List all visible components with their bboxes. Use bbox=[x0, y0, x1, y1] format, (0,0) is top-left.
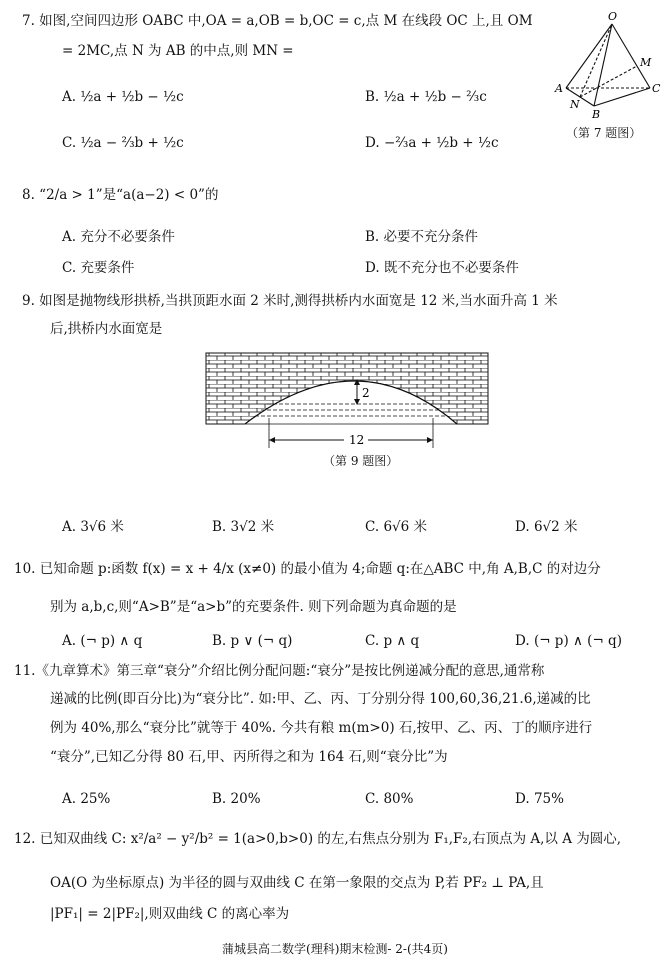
q7-option-c[interactable] bbox=[62, 134, 184, 152]
option-expr: ½a − ⅔b + ½c bbox=[80, 135, 184, 151]
option-label: A. bbox=[62, 519, 77, 535]
q11-stem-line1: 11.《九章算术》第三章“衰分”介绍比例分配问题:“衰分”是按比例递减分配的意思,通常称 bbox=[14, 663, 545, 679]
q7-option-b[interactable] bbox=[365, 88, 487, 106]
option-label: B. bbox=[365, 229, 380, 245]
option-text: 20% bbox=[230, 791, 261, 807]
q7-stem-line2: = 2MC,点 N 为 AB 的中点,则 MN = bbox=[62, 43, 294, 59]
q8-option-d[interactable] bbox=[365, 259, 519, 277]
q9-option-a[interactable] bbox=[62, 518, 124, 536]
option-label: D. bbox=[515, 791, 530, 807]
option-label: B. bbox=[212, 633, 227, 649]
q11-stem-line2: 递减的比例(即百分比)为“衰分比”. 如:甲、乙、丙、丁分别分得 100,60,36,21.6,递减的比 bbox=[50, 691, 591, 707]
q9-option-d[interactable] bbox=[515, 518, 578, 536]
q12-stem-line2: OA(O 为坐标原点) 为半径的圆与双曲线 C 在第一象限的交点为 P,若 PF₂ ⊥ PA,且 bbox=[50, 875, 544, 891]
option-label: D. bbox=[365, 135, 380, 151]
option-text: 80% bbox=[383, 791, 414, 807]
q9-width-label: 12 bbox=[349, 433, 365, 447]
option-text: 75% bbox=[533, 791, 564, 807]
q7-option-a[interactable] bbox=[62, 88, 184, 106]
q7-label-c: C bbox=[652, 82, 661, 95]
option-text: p ∨ (¬ q) bbox=[230, 633, 293, 649]
option-text: 3√6 米 bbox=[80, 519, 124, 535]
option-label: D. bbox=[365, 260, 380, 276]
q10-option-a[interactable] bbox=[62, 632, 142, 650]
q10-option-b[interactable] bbox=[212, 632, 292, 650]
q11-option-d[interactable] bbox=[515, 790, 564, 808]
option-label: D. bbox=[515, 519, 530, 535]
q8-option-c[interactable] bbox=[62, 259, 134, 277]
q10-stem-line1: 10. 已知命题 p:函数 f(x) = x + 4/x (x≠0) 的最小值为 4;命题 q:在△ABC 中,角 A,B,C 的对边分 bbox=[14, 561, 601, 577]
option-text: 6√6 米 bbox=[383, 519, 428, 535]
option-text: 充要条件 bbox=[80, 260, 135, 276]
q11-option-c[interactable] bbox=[365, 790, 413, 808]
q8-stem: 8. “2/a > 1”是“a(a−2) < 0”的 bbox=[22, 187, 219, 203]
option-text: 必要不充分条件 bbox=[383, 229, 479, 245]
option-text: (¬ p) ∧ q bbox=[80, 633, 143, 649]
page-footer: 蒲城县高二数学(理科)期末检测- 2-(共4页) bbox=[222, 942, 448, 956]
option-text: (¬ p) ∧ (¬ q) bbox=[533, 633, 622, 649]
q10-stem-line2: 别为 a,b,c,则“A>B”是“a>b”的充要条件. 则下列命题为真命题的是 bbox=[50, 599, 457, 615]
option-text: p ∧ q bbox=[383, 633, 420, 649]
q9-option-c[interactable] bbox=[365, 518, 427, 536]
option-text: 6√2 米 bbox=[533, 519, 578, 535]
q7-label-a: A bbox=[555, 82, 563, 95]
q7-stem-line1: 7. 如图,空间四边形 OABC 中,OA = a,OB = b,OC = c,点 M 在线段 OC 上,且 OM bbox=[22, 13, 533, 29]
q9-stem-line2: 后,拱桥内水面宽是 bbox=[50, 321, 163, 337]
option-label: A. bbox=[62, 791, 77, 807]
option-text: 充分不必要条件 bbox=[80, 229, 175, 245]
q8-option-a[interactable] bbox=[62, 228, 175, 246]
q7-option-d[interactable] bbox=[365, 134, 499, 152]
q10-option-d[interactable] bbox=[515, 632, 622, 650]
q7-label-b: B bbox=[592, 108, 601, 121]
q9-option-b[interactable] bbox=[212, 518, 274, 536]
option-text: 25% bbox=[80, 791, 111, 807]
option-label: D. bbox=[515, 633, 530, 649]
q11-stem-line4: “衰分”,已知乙分得 80 石,甲、丙所得之和为 164 石,则“衰分比”为 bbox=[50, 749, 448, 765]
q11-option-b[interactable] bbox=[212, 790, 261, 808]
q9-stem-line1: 9. 如图是抛物线形拱桥,当拱顶距水面 2 米时,测得拱桥内水面宽是 12 米,当水面升高 1 米 bbox=[22, 293, 558, 309]
q12-stem-line1: 12. 已知双曲线 C: x²/a² − y²/b² = 1(a>0,b>0) 的左,右焦点分别为 F₁,F₂,右顶点为 A,以 A 为圆心, bbox=[14, 831, 622, 847]
q7-label-n: N bbox=[570, 98, 580, 111]
q9-figure-caption: （第 9 题图） bbox=[323, 454, 399, 468]
option-label: B. bbox=[212, 519, 227, 535]
option-expr: ½a + ½b − ½c bbox=[80, 89, 184, 105]
option-label: C. bbox=[365, 633, 380, 649]
q8-option-b[interactable] bbox=[365, 228, 478, 246]
option-label: C. bbox=[62, 135, 77, 151]
q11-stem-line3: 例为 40%,那么“衰分比”就等于 40%. 今共有粮 m(m>0) 石,按甲、乙、丙、丁的顺序进行 bbox=[50, 720, 593, 736]
option-label: A. bbox=[62, 229, 77, 245]
q7-figure-caption: （第 7 题图） bbox=[566, 126, 642, 140]
option-label: B. bbox=[365, 89, 380, 105]
option-label: C. bbox=[365, 791, 380, 807]
option-text: 既不充分也不必要条件 bbox=[383, 260, 519, 276]
q12-stem-line3: |PF₁| = 2|PF₂|,则双曲线 C 的离心率为 bbox=[50, 906, 290, 922]
option-label: C. bbox=[62, 260, 77, 276]
option-label: A. bbox=[62, 633, 77, 649]
option-label: C. bbox=[365, 519, 380, 535]
q7-tetrahedron-figure bbox=[552, 8, 664, 138]
option-expr: ½a + ½b − ⅔c bbox=[383, 89, 487, 105]
q7-label-m: M bbox=[640, 56, 652, 69]
q7-label-o: O bbox=[608, 10, 618, 23]
q10-option-c[interactable] bbox=[365, 632, 419, 650]
q11-option-a[interactable] bbox=[62, 790, 110, 808]
option-label: A. bbox=[62, 89, 77, 105]
q9-height-label: 2 bbox=[362, 386, 370, 400]
option-text: 3√2 米 bbox=[230, 519, 275, 535]
option-label: B. bbox=[212, 791, 227, 807]
option-expr: −⅔a + ½b + ½c bbox=[383, 135, 499, 151]
q9-arch-bridge-figure bbox=[205, 352, 490, 457]
